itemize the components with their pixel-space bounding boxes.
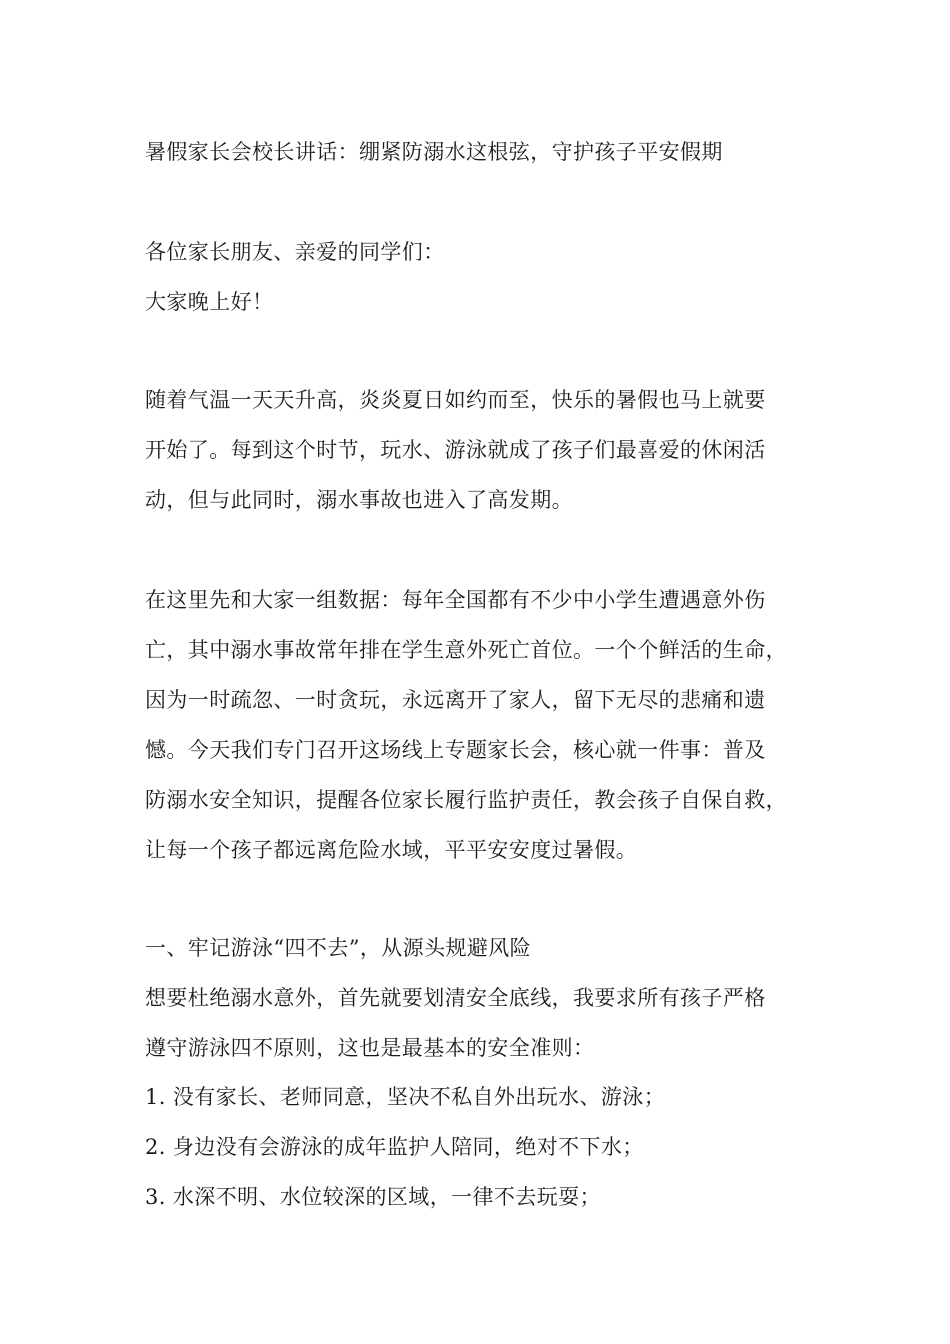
paragraph-2-line: 亡，其中溺水事故常年排在学生意外死亡首位。一个个鲜活的生命，	[145, 638, 787, 662]
paragraph-2-line: 憾。今天我们专门召开这场线上专题家长会，核心就一件事：普及	[145, 738, 766, 762]
document-page	[145, 0, 835, 1344]
paragraph-1-line: 开始了。每到这个时节，玩水、游泳就成了孩子们最喜爱的休闲活	[145, 438, 766, 462]
section-1-intro-line: 遵守游泳四不原则，这也是最基本的安全准则：	[145, 1036, 595, 1060]
paragraph-2-line: 防溺水安全知识，提醒各位家长履行监护责任，教会孩子自保自救，	[145, 788, 787, 812]
document-title: 暑假家长会校长讲话：绷紧防溺水这根弦，守护孩子平安假期	[145, 140, 723, 164]
paragraph-2-line: 在这里先和大家一组数据：每年全国都有不少中小学生遭遇意外伤	[145, 588, 766, 612]
welcome-line: 大家晚上好！	[145, 290, 274, 314]
salutation: 各位家长朋友、亲爱的同学们：	[145, 240, 445, 264]
rule-item: 2. 身边没有会游泳的成年监护人陪同，绝对不下水；	[145, 1135, 644, 1159]
paragraph-2-line: 让每一个孩子都远离危险水域，平平安安度过暑假。	[145, 838, 638, 862]
paragraph-1-line: 随着气温一天天升高，炎炎夏日如约而至，快乐的暑假也马上就要	[145, 388, 766, 412]
section-1-heading: 一、牢记游泳“四不去”，从源头规避风险	[145, 936, 532, 960]
rule-item: 3. 水深不明、水位较深的区域，一律不去玩耍；	[145, 1185, 601, 1209]
rule-item: 1. 没有家长、老师同意，坚决不私自外出玩水、游泳；	[145, 1085, 666, 1109]
paragraph-2-line: 因为一时疏忽、一时贪玩，永远离开了家人，留下无尽的悲痛和遗	[145, 688, 766, 712]
section-1-intro-line: 想要杜绝溺水意外，首先就要划清安全底线，我要求所有孩子严格	[145, 986, 766, 1010]
paragraph-1-line: 动，但与此同时，溺水事故也进入了高发期。	[145, 488, 573, 512]
